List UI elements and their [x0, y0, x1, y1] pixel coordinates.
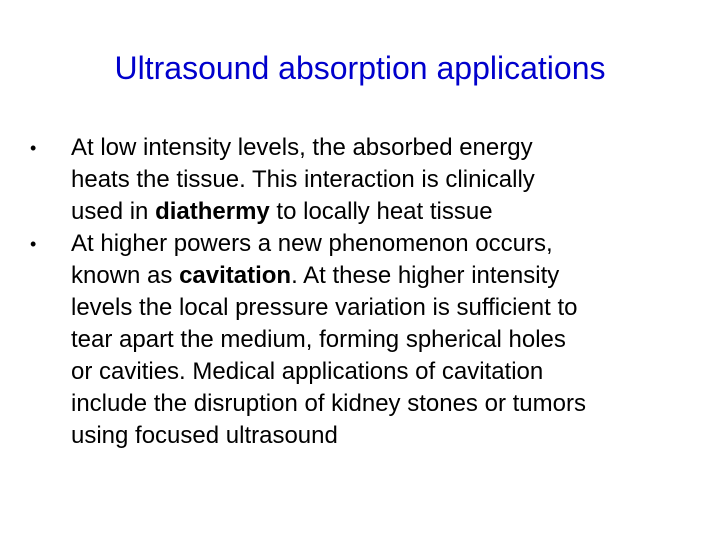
- bullet-marker: •: [30, 138, 37, 158]
- bullet-list: [30, 132, 690, 452]
- bullet-line: levels the local pressure variation is sufficient to: [71, 294, 578, 321]
- bullet-line: tear apart the medium, forming spherical holes: [71, 326, 566, 353]
- bullet-line: heats the tissue. This interaction is clinically: [71, 166, 535, 193]
- bullet-item-low-intensity: [30, 132, 690, 228]
- term-diathermy: diathermy: [155, 198, 270, 225]
- bullet-line: include the disruption of kidney stones or tumors: [71, 390, 586, 417]
- bullet-line: At higher powers a new phenomenon occurs,: [71, 230, 553, 257]
- bullet-line: known as cavitation. At these higher intensity: [71, 262, 560, 289]
- bullet-line: At low intensity levels, the absorbed energy: [71, 134, 533, 161]
- bullet-marker: •: [30, 234, 37, 254]
- bullet-line: using focused ultrasound: [71, 422, 338, 449]
- term-cavitation: cavitation: [179, 262, 292, 289]
- slide-title: Ultrasound absorption applications: [114, 50, 606, 86]
- bullet-line: or cavities. Medical applications of cavitation: [71, 358, 544, 385]
- bullet-line: used in diathermy to locally heat tissue: [71, 198, 493, 225]
- bullet-item-higher-powers: [30, 228, 690, 452]
